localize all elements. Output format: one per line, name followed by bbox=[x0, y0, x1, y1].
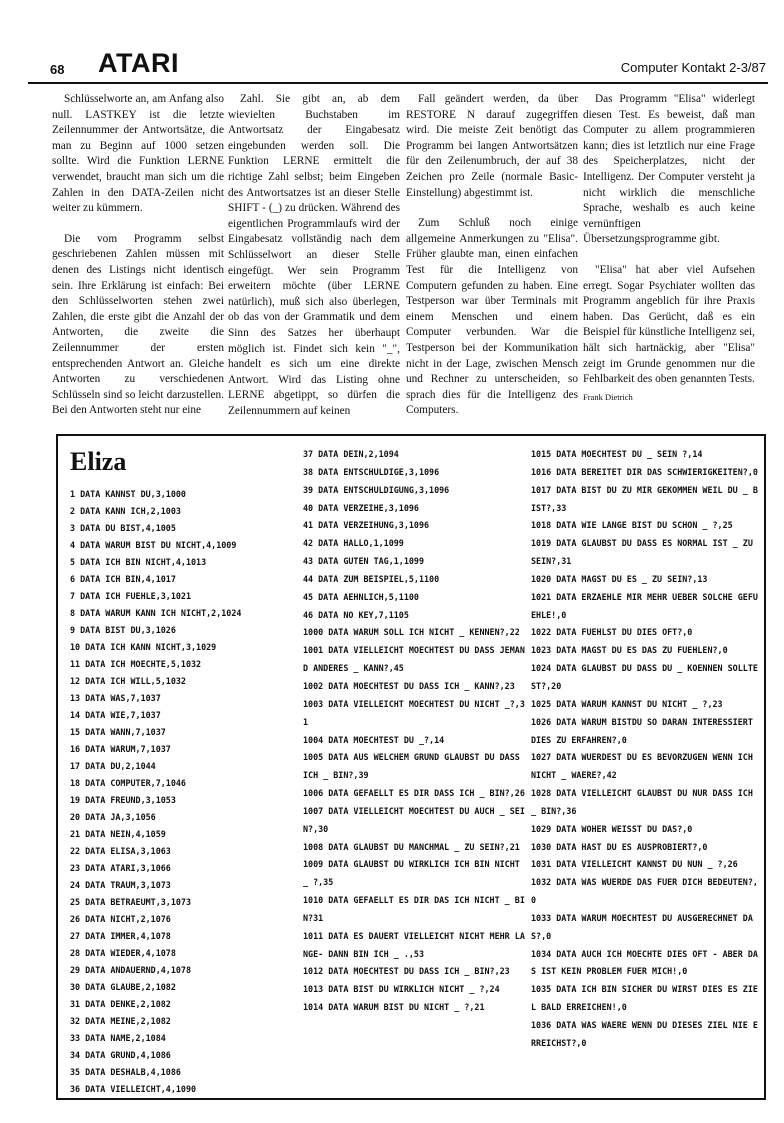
listing-line: 1025 DATA WARUM KANNST DU NICHT _ ?,23 bbox=[531, 698, 723, 709]
paragraph: Fall geändert werden, da über RESTORE N darauf zugegriffen wird. Die meiste Zeit benötigt das Programm bei langen Antwortsätzen für den Zeilenumbruch, der auf 38 Zeichen pro Zeile (normale Basic-Einstellung) abgestimmt ist. bbox=[406, 93, 578, 199]
listing-line: 46 DATA NO KEY,7,1105 bbox=[303, 609, 409, 620]
listing-line: 22 DATA ELISA,3,1063 bbox=[70, 846, 171, 856]
listing-line: 12 DATA ICH WILL,5,1032 bbox=[70, 676, 186, 686]
listing-line: 1010 DATA GEFAELLT ES DIR DAS ICH NICHT _ BIN?31 bbox=[303, 895, 525, 923]
listing-line: 1027 DATA WUERDEST DU ES BEVORZUGEN WENN ICH NICHT _ WAERE?,42 bbox=[531, 752, 758, 781]
listing-line: 1011 DATA ES DAUERT VIELLEICHT NICHT MEHR LANGE- DANN BIN ICH _ .,53 bbox=[303, 930, 525, 959]
listing-line: 7 DATA ICH FUEHLE,3,1021 bbox=[70, 591, 192, 601]
listing-line: 24 DATA TRAUM,3,1073 bbox=[70, 880, 171, 890]
listing-line: 31 DATA DENKE,2,1082 bbox=[70, 999, 171, 1009]
page-header bbox=[28, 42, 768, 84]
listing-line: 8 DATA WARUM KANN ICH NICHT,2,1024 bbox=[70, 608, 242, 618]
listing-line: 1009 DATA GLAUBST DU WIRKLICH ICH BIN NICHT _ ?,35 bbox=[303, 859, 525, 888]
listing-line: 16 DATA WARUM,7,1037 bbox=[70, 744, 171, 754]
paragraph: Zum Schluß noch einige allgemeine Anmerkungen zu "Elisa". Früher glaubte man, einen einfachen Test für die Intelligenz von Computern gefunden zu haben. Eine Testperson war über Terminals mit einem Menschen und einem Computer verbunden. War die Testperson bei der Kommunikation nicht in der Lage, zwischen Mensch und Rechner zu unterscheiden, so sprach dies für die Intelligenz des Computers. bbox=[406, 217, 578, 417]
listing-line: 1030 DATA HAST DU ES AUSPROBIERT?,0 bbox=[531, 841, 708, 852]
listing-line: 1023 DATA MAGST DU ES DAS ZU FUEHLEN?,0 bbox=[531, 645, 728, 656]
listing-line: 1014 DATA WARUM BIST DU NICHT _ ?,21 bbox=[303, 1002, 485, 1013]
listing-line: 1018 DATA WIE LANGE BIST DU SCHON _ ?,25 bbox=[531, 520, 733, 531]
listing-line: 1032 DATA WAS WUERDE DAS FUER DICH BEDEUTEN?,0 bbox=[531, 877, 758, 906]
page-number: 68 bbox=[50, 62, 65, 77]
issue-label: Computer Kontakt 2-3/87 bbox=[620, 60, 766, 75]
listing-line: 1020 DATA MAGST DU ES _ ZU SEIN?,13 bbox=[531, 573, 708, 584]
listing-line: 1034 DATA AUCH ICH MOECHTE DIES OFT - ABER DAS IST KEIN PROBLEM FUER MICH!,0 bbox=[531, 948, 758, 977]
listing-line: 1028 DATA VIELLEICHT GLAUBST DU NUR DASS ICH _ BIN?,36 bbox=[531, 788, 758, 816]
listing-line: 40 DATA VERZEIHE,3,1096 bbox=[303, 502, 419, 513]
listing-line: 42 DATA HALLO,1,1099 bbox=[303, 538, 404, 549]
listing-line: 1006 DATA GEFAELLT ES DIR DASS ICH _ BIN?,26 bbox=[303, 788, 525, 799]
listing-line: 1005 DATA AUS WELCHEM GRUND GLAUBST DU DASS ICH _ BIN?,39 bbox=[303, 752, 525, 781]
listing-line: 1033 DATA WARUM MOECHTEST DU AUSGERECHNET DAS?,0 bbox=[531, 912, 753, 941]
listing-line: 10 DATA ICH KANN NICHT,3,1029 bbox=[70, 642, 217, 652]
listing-line: 1017 DATA BIST DU ZU MIR GEKOMMEN WEIL DU _ BIST?,33 bbox=[531, 484, 758, 513]
listing-line: 28 DATA WIEDER,4,1078 bbox=[70, 948, 176, 958]
listing-line: 1036 DATA WAS WAERE WENN DU DIESES ZIEL NIE ERREICHST?,0 bbox=[531, 1020, 758, 1048]
listing-line: 3 DATA DU BIST,4,1005 bbox=[70, 523, 176, 533]
listing-line: 1026 DATA WARUM BISTDU SO DARAN INTERESSIERT DIES ZU ERFAHREN?,0 bbox=[531, 716, 758, 745]
listing-line: 4 DATA WARUM BIST DU NICHT,4,1009 bbox=[70, 540, 237, 550]
listing-line: 14 DATA WIE,7,1037 bbox=[70, 710, 161, 720]
listing-title: Eliza bbox=[70, 447, 127, 476]
article-column-3 bbox=[406, 92, 578, 419]
listing-line: 1001 DATA VIELLEICHT MOECHTEST DU DASS JEMAND ANDERES _ KANN?,45 bbox=[303, 645, 525, 674]
listing-line: 36 DATA VIELLEICHT,4,1090 bbox=[70, 1084, 197, 1094]
listing-line: 44 DATA ZUM BEISPIEL,5,1100 bbox=[303, 573, 440, 584]
listing-line: 2 DATA KANN ICH,2,1003 bbox=[70, 506, 181, 516]
paragraph: Schlüsselworte an, am Anfang also null. LASTKEY ist die letzte Zeilennummer der Antwortsätze, die man zu Beginn auf 1000 setzen sollte. Wird die Funktion LERNE verwendet, braucht man sich um die Zahlen in den DATA-Zeilen nicht weiter zu kümmern. bbox=[52, 93, 224, 215]
paragraph: "Elisa" hat aber viel Aufsehen erregt. Sogar Psychiater wollten das Programm angeblich für ihre Praxis haben. Das Gerücht, daß es ein Beispiel für künstliche Intelligenz sei, hält sich hartnäckig, aber "Elisa" zeigt im Grunde genommen nur die Fehlbarkeit des oben genannten Tests. bbox=[583, 263, 755, 386]
listing-line: 1 DATA KANNST DU,3,1000 bbox=[70, 489, 186, 499]
listing-line: 1004 DATA MOECHTEST DU _?,14 bbox=[303, 734, 445, 745]
listing-line: 29 DATA ANDAUERND,4,1078 bbox=[70, 965, 192, 975]
listing-line: 1012 DATA MOECHTEST DU DASS ICH _ BIN?,23 bbox=[303, 966, 510, 977]
listing-line: 21 DATA NEIN,4,1059 bbox=[70, 829, 166, 839]
listing-line: 1013 DATA BIST DU WIRKLICH NICHT _ ?,24 bbox=[303, 984, 500, 995]
listing-lines bbox=[303, 446, 529, 1017]
listing-line: 1021 DATA ERZAEHLE MIR MEHR UEBER SOLCHE GEFUEHLE!,0 bbox=[531, 591, 758, 620]
program-listing bbox=[56, 434, 766, 1100]
listing-line: 1019 DATA GLAUBST DU DASS ES NORMAL IST _ ZU SEIN?,31 bbox=[531, 538, 758, 567]
listing-line: 1029 DATA WOHER WEISST DU DAS?,0 bbox=[531, 823, 693, 834]
paragraph: Die vom Programm selbst geschriebenen Zahlen müssen mit denen des Listings nicht identisch sein. Ihre Erklärung ist einfach: Bei den Schlüsselworten stehen zwei Zahlen, die erste gibt die Anzahl der Antworten, die zweite die Zeilennummer der ersten entsprechenden Antwort an. Gleiche Antworten zu verschiedenen Schlüsseln sind so leicht darzustellen. Bei den Antworten steht nur eine bbox=[52, 232, 224, 417]
listing-line: 19 DATA FREUND,3,1053 bbox=[70, 795, 176, 805]
listing-line: 1002 DATA MOECHTEST DU DASS ICH _ KANN?,23 bbox=[303, 680, 515, 691]
listing-lines bbox=[531, 446, 761, 1053]
listing-line: 1024 DATA GLAUBST DU DASS DU _ KOENNEN SOLLTEST?,20 bbox=[531, 663, 758, 691]
listing-line: 1007 DATA VIELLEICHT MOECHTEST DU AUCH _ SEIN?,30 bbox=[303, 805, 525, 834]
article-column-2 bbox=[228, 92, 400, 419]
listing-lines bbox=[70, 486, 298, 1098]
listing-line: 1003 DATA VIELLEICHT MOECHTEST DU NICHT _?,31 bbox=[303, 698, 525, 727]
article-column-4 bbox=[583, 92, 755, 405]
listing-line: 1000 DATA WARUM SOLL ICH NICHT _ KENNEN?,22 bbox=[303, 627, 520, 638]
listing-line: 17 DATA DU,2,1044 bbox=[70, 761, 156, 771]
listing-column-2 bbox=[303, 446, 529, 1017]
paragraph: Das Programm "Elisa" widerlegt diesen Test. Es beweist, daß man Computer zu allem programmieren kann; dies ist letztlich nur eine Frage des Speicherplatzes, nicht der Intelligenz. Der Computer versteht ja nicht wirklich die menschliche Sprache, weshalb es auch keine vernünftigen Übersetzungsprogramme gibt. bbox=[583, 93, 755, 246]
listing-line: 25 DATA BETRAEUMT,3,1073 bbox=[70, 897, 192, 907]
listing-line: 13 DATA WAS,7,1037 bbox=[70, 693, 161, 703]
listing-line: 41 DATA VERZEIHUNG,3,1096 bbox=[303, 520, 430, 531]
listing-line: 9 DATA BIST DU,3,1026 bbox=[70, 625, 176, 635]
listing-line: 33 DATA NAME,2,1084 bbox=[70, 1033, 166, 1043]
listing-line: 6 DATA ICH BIN,4,1017 bbox=[70, 574, 176, 584]
listing-line: 1031 DATA VIELLEICHT KANNST DU NUN _ ?,26 bbox=[531, 859, 738, 870]
listing-column-3 bbox=[531, 446, 761, 1053]
listing-line: 43 DATA GUTEN TAG,1,1099 bbox=[303, 556, 425, 567]
article-body bbox=[0, 92, 784, 422]
paragraph: Zahl. Sie gibt an, ab dem wievielten Buchstaben im Antwortsatz der Eingabesatz eingebunden werden soll. Die Funktion LERNE ermittelt die richtige Zahl selbst; beim Eingeben des Antwortsatzes ist an dieser Stelle SHIFT - (_) zu drücken. Während des eigentlichen Programmlaufs wird der Eingabesatz vollständig nach dem Schlüsselwort an dieser Stelle eingefügt. Wer sein Programm erweitern möchte (über LERNE natürlich), muß sich also überlegen, ob das von der Grammatik und dem Sinn des Satzes her überhaupt möglich ist. Findet sich kein "_", handelt es sich um eine direkte Antwort. Wird das Listing ohne LERNE abgetippt, so dürfen die Zeilennummern auf keinen bbox=[228, 93, 400, 417]
listing-line: 1022 DATA FUEHLST DU DIES OFT?,0 bbox=[531, 627, 693, 638]
listing-line: 38 DATA ENTSCHULDIGE,3,1096 bbox=[303, 466, 440, 477]
listing-line: 5 DATA ICH BIN NICHT,4,1013 bbox=[70, 557, 207, 567]
listing-line: 1035 DATA ICH BIN SICHER DU WIRST DIES ES ZIEL BALD ERREICHEN!,0 bbox=[531, 984, 758, 1013]
listing-line: 20 DATA JA,3,1056 bbox=[70, 812, 156, 822]
listing-line: 37 DATA DEIN,2,1094 bbox=[303, 449, 399, 459]
listing-line: 45 DATA AEHNLICH,5,1100 bbox=[303, 591, 419, 602]
article-column-1 bbox=[52, 92, 224, 419]
listing-line: 11 DATA ICH MOECHTE,5,1032 bbox=[70, 659, 202, 669]
listing-line: 1016 DATA BEREITET DIR DAS SCHWIERIGKEITEN?,0 bbox=[531, 466, 758, 477]
listing-line: 32 DATA MEINE,2,1082 bbox=[70, 1016, 171, 1026]
listing-line: 30 DATA GLAUBE,2,1082 bbox=[70, 982, 176, 992]
listing-line: 39 DATA ENTSCHULDIGUNG,3,1096 bbox=[303, 484, 450, 495]
listing-line: 15 DATA WANN,7,1037 bbox=[70, 727, 166, 737]
magazine-section-title: ATARI bbox=[98, 48, 179, 78]
listing-line: 34 DATA GRUND,4,1086 bbox=[70, 1050, 171, 1060]
listing-line: 35 DATA DESHALB,4,1086 bbox=[70, 1067, 181, 1077]
listing-line: 18 DATA COMPUTER,7,1046 bbox=[70, 778, 186, 788]
listing-column-1 bbox=[70, 448, 298, 1098]
listing-line: 1015 DATA MOECHTEST DU _ SEIN ?,14 bbox=[531, 449, 703, 459]
listing-line: 27 DATA IMMER,4,1078 bbox=[70, 931, 171, 941]
listing-line: 23 DATA ATARI,3,1066 bbox=[70, 863, 171, 873]
listing-line: 26 DATA NICHT,2,1076 bbox=[70, 914, 171, 924]
author-byline: Frank Dietrich bbox=[583, 391, 633, 402]
listing-line: 1008 DATA GLAUBST DU MANCHMAL _ ZU SEIN?,21 bbox=[303, 841, 520, 852]
